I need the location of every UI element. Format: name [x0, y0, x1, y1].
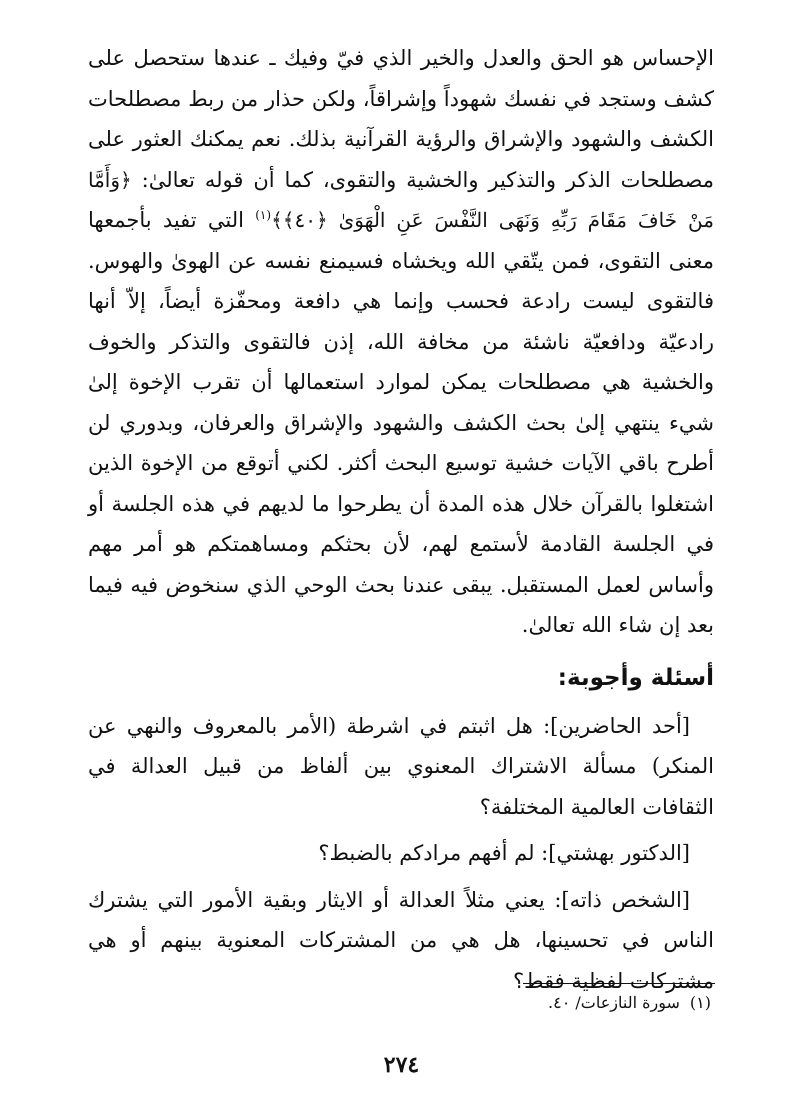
quran-verse: ﴿وَأَمَّا مَنْ خَافَ مَقَامَ رَبِّهِ وَنَهَى النَّفْسَ عَنِ الْهَوَىٰ ﴿٤٠﴾﴾	[88, 167, 714, 232]
footnote-number: (١)	[689, 993, 711, 1012]
qa-question-1: [أحد الحاضرين]: هل اثبتم في اشرطة (الأمر بالمعروف والنهي عن المنكر) مسألة الاشتراك المعنوي بين ألفاظ من قبيل العدالة في الثقافات العالمية المختلفة؟	[88, 713, 714, 819]
page-body	[88, 38, 714, 1001]
footnote-text: سورة النازعات/ ٤٠.	[548, 993, 680, 1012]
qa-answer-1: [الدكتور بهشتي]: لم أفهم مرادكم بالضبط؟	[318, 841, 690, 865]
footnote-reference: (١)	[255, 208, 272, 222]
qa-question-2: [الشخص ذاته]: يعني مثلاً العدالة أو الايثار وبقية الأمور التي يشترك الناس في تحسينها، هل هي من المشتركات المعنوية بينهم أو هي مشتركات لفظية فقط؟	[88, 887, 714, 993]
body-paragraph	[88, 38, 714, 646]
paragraph-text-before-verse: الإحساس هو الحق والعدل والخير الذي فيّ وفيك ـ عندها ستحصل على كشف وستجد في نفسك شهوداً وإشراقاً، ولكن حذار من ربط مصطلحات الكشف والشهود والإشراق والرؤية القرآنية بذلك. نعم يمكنك العثور على مصطلحات الذكر والتذكير والخشية والتقوى، كما أن قوله تعالىٰ:	[88, 46, 714, 192]
paragraph-text-after-verse: التي تفيد بأجمعها معنى التقوى، فمن يتّقي الله ويخشاه فسيمنع نفسه عن الهوىٰ والهوس. فالتقوى ليست رادعة فحسب وإنما هي دافعة ومحفّزة أيضاً، إلاّ أنها رادعيّة ودافعيّة ناشئة من مخافة الله، إذن فالتقوى والتذكر والخوف والخشية هي مصطلحات يمكن لموارد استعمالها أن تقرب الإخوة إلىٰ شيء ينتهي إلىٰ بحث الكشف والشهود والإشراق والعرفان، وبدوري لن أطرح باقي الآيات خشية توسيع البحث أكثر. لكني أتوقع من الإخوة الذين اشتغلوا بالقرآن خلال هذه المدة أن يطرحوا ما لديهم في هذه الجلسة أو في الجلسة القادمة لأستمع لهم، لأن بحثكم ومساهمتكم هو أمر مهم وأساس لعمل المستقبل. يبقى عندنا بحث الوحي الذي سنخوض فيه فيما بعد إن شاء الله تعالىٰ.	[88, 208, 714, 637]
section-heading: أسئلة وأجوبة:	[557, 664, 714, 691]
footnote-divider	[523, 983, 715, 984]
page-number: ٢٧٤	[383, 1052, 420, 1078]
footnote	[91, 990, 711, 1016]
